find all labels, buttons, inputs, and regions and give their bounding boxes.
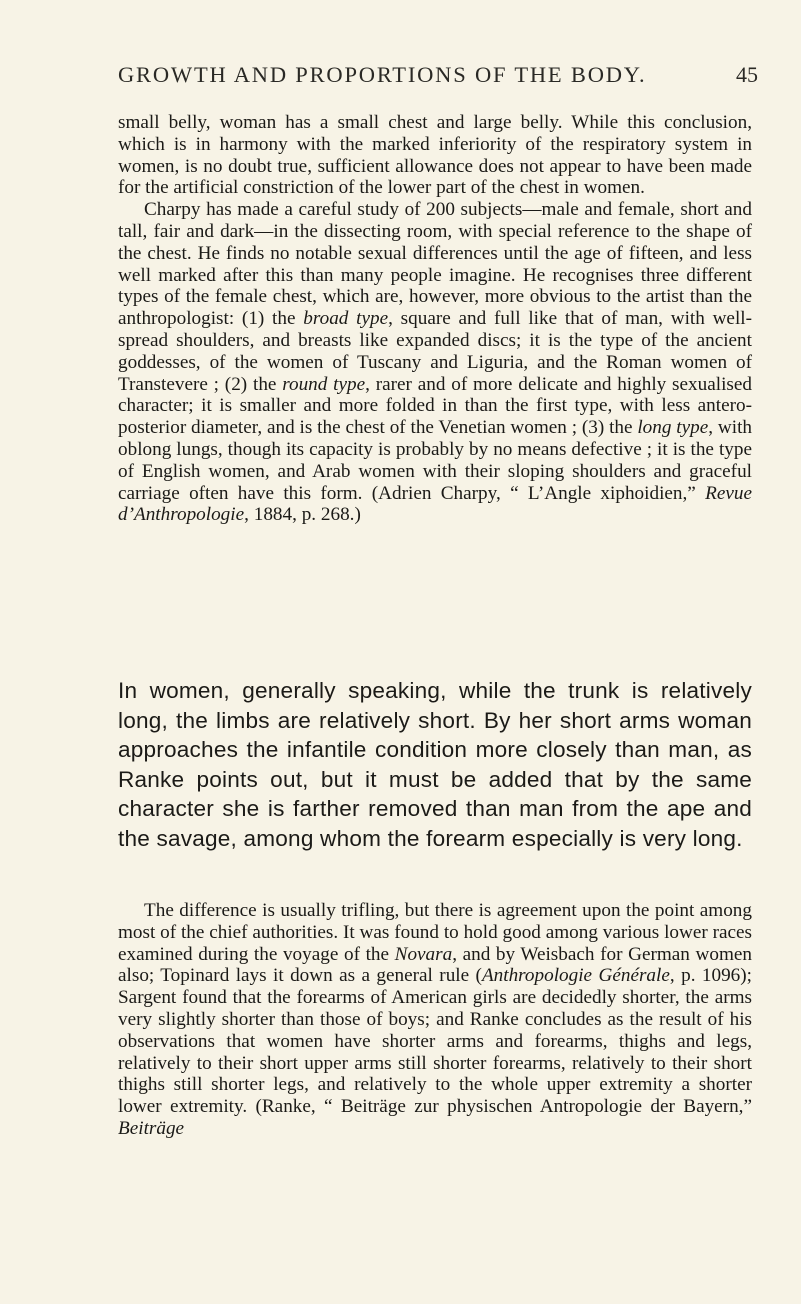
term-long-type: long type	[637, 417, 709, 439]
paragraph-continuation	[118, 112, 752, 199]
running-title: GROWTH AND PROPORTIONS OF THE BODY.	[118, 62, 647, 87]
text-block-serif-lower	[118, 900, 752, 1140]
paragraph-difference: The difference is usually trifling, but there is agreement upon the point among most of the chief authorities. It was found to hold good among various lower races examined during the voyage of the Novara, and by Weisbach for German women also; Topinard lays it down as a general rule (Anthropologie Générale, p. 1096); Sargent found that the forearms of American girls are decidedly shorter, the arms very slightly shorter than those of boys; and Ranke concludes as the result of his observations that women have shorter arms and forearms, thighs and legs, relatively to their short upper arms still shorter forearms, relatively to their short thighs still shorter legs, and relatively to the whole upper extremity a shorter lower extremity. (Ranke, “ Beiträge zur physischen Antropologie der Bayern,” Beiträge	[118, 900, 752, 1139]
citation-journal: Revue d’Anthropologie	[118, 482, 752, 526]
citation-book: Anthropologie Générale	[481, 965, 670, 987]
text-block-sans	[118, 676, 752, 853]
term-round-type: round type	[282, 373, 366, 395]
term-broad-type: broad type	[303, 308, 389, 330]
running-head	[118, 62, 758, 92]
page-number: 45	[736, 62, 758, 87]
paragraph-charpy: Charpy has made a careful study of 200 subjects—male and female, short and tall, fair and dark—in the dissecting room, with special reference to the shape of the chest. He finds no notable sexual differences until the age of fifteen, and less well marked after this than many people imagine. He recognises three different types of the female chest, which are, however, more obvious to the artist than the anthropologist: (1) the broad type, square and full like that of man, with well-spread shoulders, and breasts like expanded discs; it is the type of the ancient goddesses, of the women of Tuscany and Liguria, and the Roman women of Transtevere ; (2) the round type, rarer and of more delicate and highly sexualised character; it is smaller and more folded in than the first type, with less antero-posterior diameter, and is the chest of the Venetian women ; (3) the long type, with oblong lungs, though its capacity is probably by no means defective ; it is the type of English women, and Arab women with their sloping shoulders and graceful carriage often have this form. (Adrien Charpy, “ L’Angle xiphoidien,” Revue d’Anthropologie, 1884, p. 268.)	[118, 199, 752, 526]
paragraph-3-text: In women, generally speaking, while the trunk is relatively long, the limbs are relatively short. By her short arms woman approaches the infantile condition more closely than man, as Ranke points out, but it must be added that by the same character she is farther removed than man from the ape and the savage, among whom the forearm especially is very long.	[118, 678, 752, 851]
text-block-serif-upper	[118, 112, 752, 526]
paragraph-limbs	[118, 676, 752, 853]
paragraph-1-text: small belly, woman has a small chest and large belly. While this conclusion, which is in harmony with the marked inferiority of the respiratory system in women, is no doubt true, sufficient allowance does not appear to have been made for the artificial constriction of the lower part of the chest in women.	[118, 112, 752, 199]
citation-beitrage: Beiträge	[118, 1117, 185, 1139]
ship-name: Novara	[394, 943, 453, 965]
